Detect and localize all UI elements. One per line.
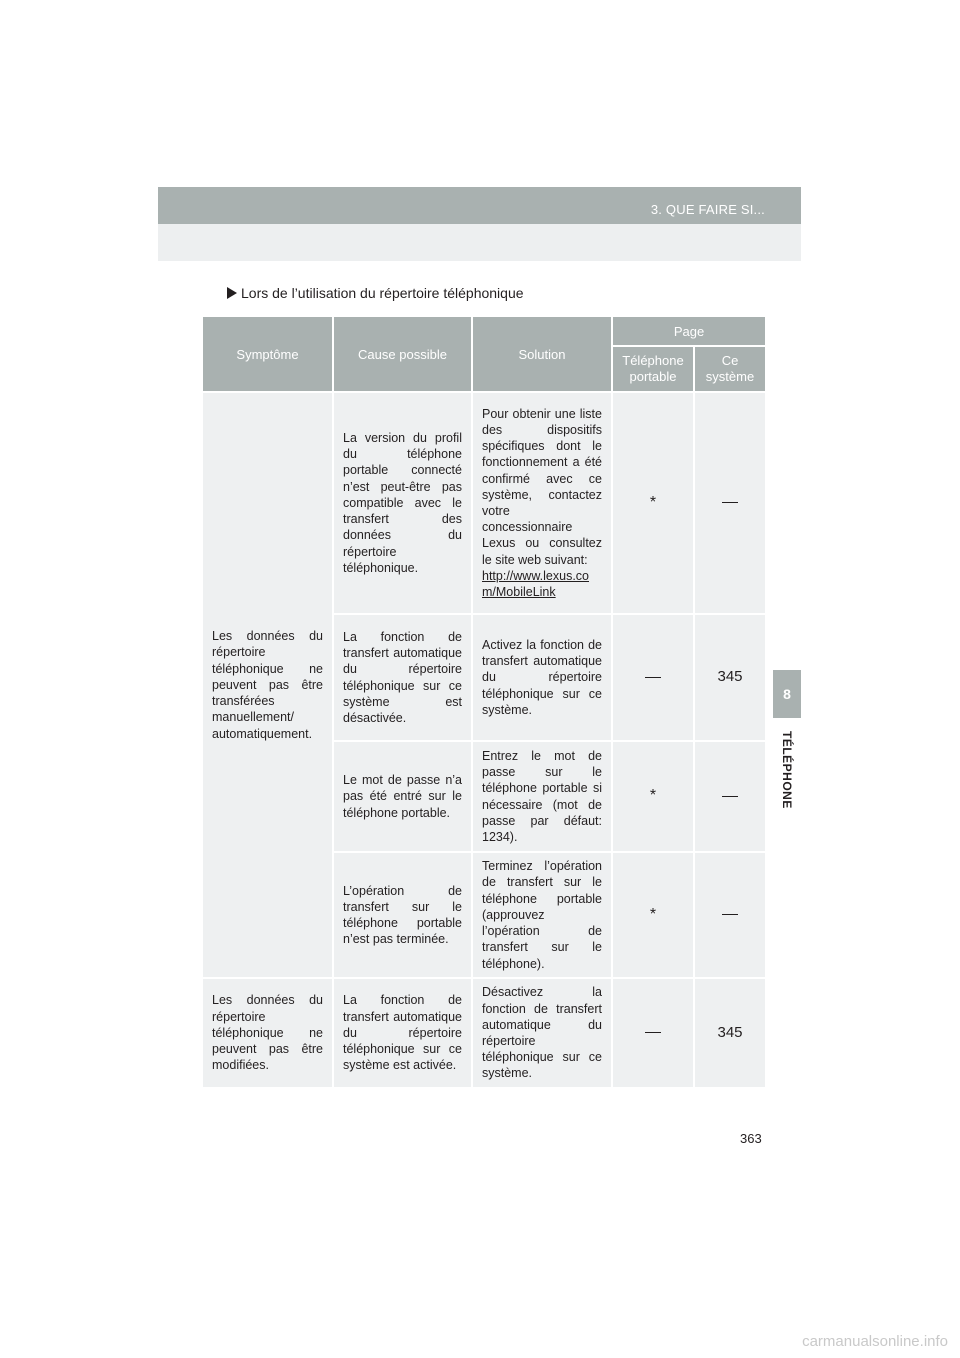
dash-mark: [645, 677, 661, 678]
triangle-bullet-icon: [227, 287, 237, 299]
asterisk-mark: *: [649, 787, 657, 805]
dash-mark: [722, 796, 738, 797]
section-title-text: Lors de l’utilisation du répertoire téléphonique: [241, 285, 524, 301]
system-page-cell: [694, 392, 766, 614]
header-symptom: Symptôme: [202, 316, 333, 392]
chapter-tab: 8: [773, 670, 801, 718]
dash-mark: [722, 502, 738, 503]
header-band: [158, 187, 801, 224]
dash-mark: [722, 914, 738, 915]
system-page-cell: [694, 741, 766, 852]
symptom-cell: Les données du répertoire téléphonique ne peuvent pas être transférées manuellement/ automatiquement.: [202, 392, 333, 978]
asterisk-mark: *: [649, 905, 657, 923]
troubleshooting-table: [201, 315, 767, 1089]
phone-page-cell: [612, 978, 694, 1088]
solution-cell: Activez la fonction de transfert automatique du répertoire téléphonique sur ce système.: [472, 614, 612, 741]
chapter-label: [770, 730, 804, 810]
cause-cell: La fonction de transfert automatique du répertoire téléphonique sur ce système est activée.: [333, 978, 472, 1088]
solution-cell: Désactivez la fonction de transfert automatique du répertoire téléphonique sur ce système.: [472, 978, 612, 1088]
cause-cell: La fonction de transfert automatique du répertoire téléphonique sur ce système est désactivée.: [333, 614, 472, 741]
solution-cell: [472, 392, 612, 614]
phone-page-cell: [612, 392, 694, 614]
header-cause: Cause possible: [333, 316, 472, 392]
symptom-cell: Les données du répertoire téléphonique ne peuvent pas être modifiées.: [202, 978, 333, 1088]
solution-text: Pour obtenir une liste des dispositifs spécifiques dont le fonctionnement a été confirmé avec ce système, contactez votre concessionnaire Lexus ou consultez le site web suivant:: [482, 406, 602, 567]
header-page: Page: [612, 316, 766, 346]
solution-cell: Terminez l’opération de transfert sur le téléphone portable (approuvez l’opération de transfert sur le téléphone).: [472, 852, 612, 978]
header-phone: Téléphone portable: [612, 346, 694, 392]
cause-cell: L’opération de transfert sur le téléphone portable n’est pas terminée.: [333, 852, 472, 978]
phone-page-cell: [612, 614, 694, 741]
asterisk-mark: *: [649, 493, 657, 511]
header-solution: Solution: [472, 316, 612, 392]
header-subband: [158, 224, 801, 261]
cause-cell: La version du profil du téléphone portable connecté n’est peut-être pas compatible avec le transfert des données du répertoire téléphonique.: [333, 392, 472, 614]
table-row: [202, 978, 766, 1088]
system-page-cell: [694, 852, 766, 978]
solution-cell: Entrez le mot de passe sur le téléphone portable si nécessaire (mot de passe par défaut: 1234).: [472, 741, 612, 852]
chapter-label-text: TÉLÉPHONE: [780, 731, 794, 809]
watermark: carmanualsonline.info: [802, 1333, 948, 1350]
header-system: Ce système: [694, 346, 766, 392]
system-page-cell[interactable]: 345: [694, 978, 766, 1088]
section-heading: 3. QUE FAIRE SI...: [650, 202, 765, 217]
page-number: 363: [740, 1131, 762, 1146]
phone-page-cell: [612, 852, 694, 978]
mobilelink-url[interactable]: http://www.lexus.com/MobileLink: [482, 568, 589, 600]
dash-mark: [645, 1032, 661, 1033]
phone-page-cell: [612, 741, 694, 852]
cause-cell: Le mot de passe n’a pas été entré sur le téléphone portable.: [333, 741, 472, 852]
system-page-cell[interactable]: 345: [694, 614, 766, 741]
section-title: [227, 285, 524, 301]
table-row: [202, 392, 766, 614]
